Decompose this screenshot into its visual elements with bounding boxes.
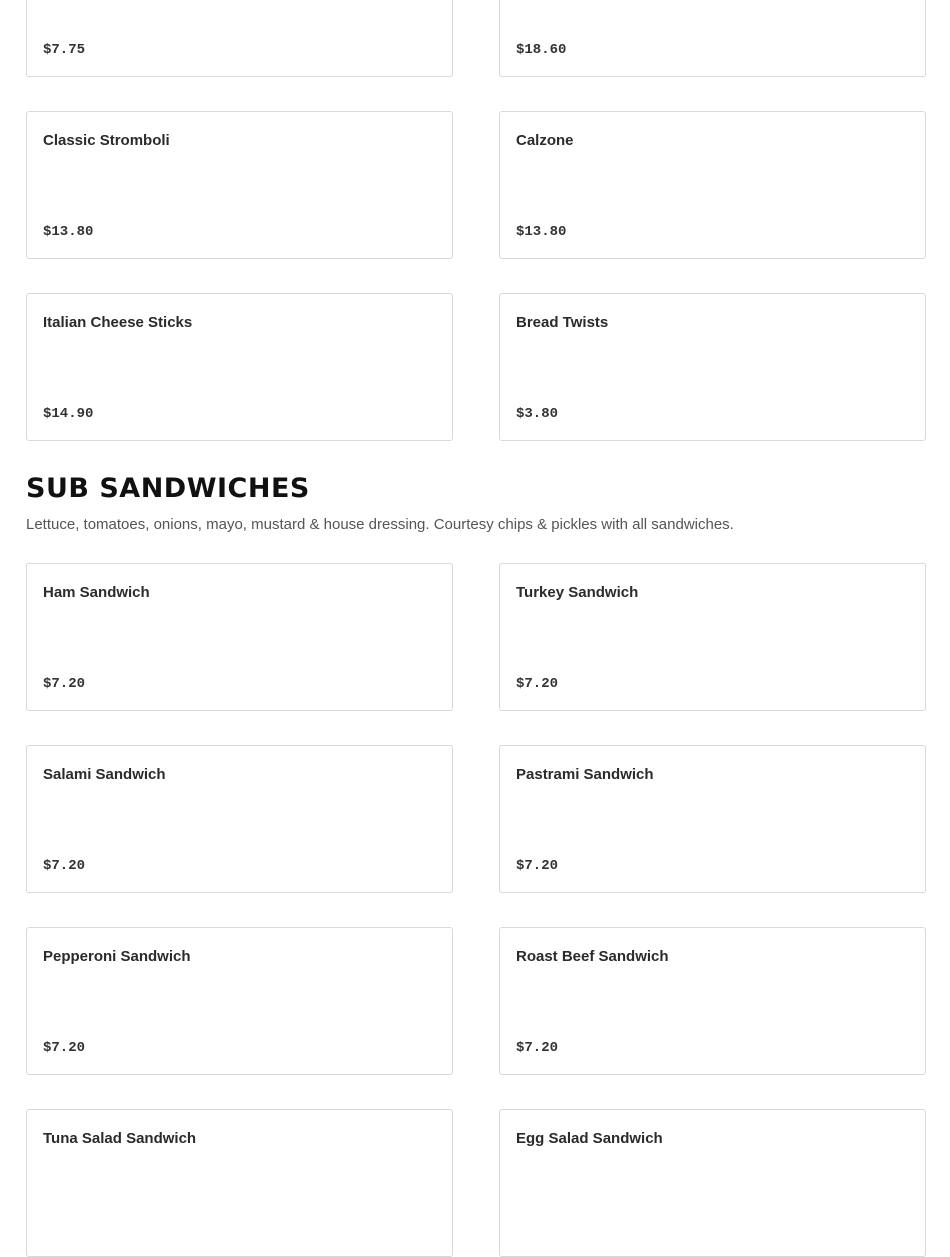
- menu-item-card[interactable]: [26, 1109, 453, 1257]
- menu-item-name: Roast Beef Sandwich: [516, 948, 669, 965]
- menu-item-card[interactable]: [26, 111, 453, 259]
- menu-item-card[interactable]: [26, 0, 453, 77]
- menu-item-name: Calzone: [516, 132, 574, 149]
- menu-item-price: $13.80: [516, 224, 567, 240]
- menu-item-price: $7.20: [43, 676, 86, 692]
- menu-item-name: Pastrami Sandwich: [516, 766, 654, 783]
- menu-item-card[interactable]: [499, 927, 926, 1075]
- menu-item-price: $7.20: [43, 1040, 86, 1056]
- menu-item-card[interactable]: [26, 927, 453, 1075]
- menu-item-price: $18.60: [516, 42, 567, 58]
- menu-item-name: Bread Twists: [516, 314, 609, 331]
- menu-item-card[interactable]: [26, 293, 453, 441]
- menu-item-price: $7.20: [43, 858, 86, 874]
- menu-item-name: Salami Sandwich: [43, 766, 166, 783]
- menu-item-price: $7.20: [516, 1040, 559, 1056]
- menu-item-price: $7.75: [43, 42, 86, 58]
- menu-item-card[interactable]: [26, 745, 453, 893]
- menu-item-name: Turkey Sandwich: [516, 584, 639, 601]
- menu-item-price: $7.20: [516, 676, 559, 692]
- menu-item-name: Italian Cheese Sticks: [43, 314, 193, 331]
- menu-item-card[interactable]: [26, 563, 453, 711]
- menu-item-card[interactable]: [499, 293, 926, 441]
- menu-item-name: Classic Stromboli: [43, 132, 170, 149]
- section-description: Lettuce, tomatoes, onions, mayo, mustard & house dressing. Courtesy chips & pickles with all sandwiches.: [26, 516, 734, 533]
- section-title: SUB SANDWICHES: [26, 473, 310, 504]
- menu-item-name: Ham Sandwich: [43, 584, 150, 601]
- menu-item-price: $7.20: [516, 858, 559, 874]
- menu-item-card[interactable]: [499, 1109, 926, 1257]
- menu-item-card[interactable]: [499, 563, 926, 711]
- menu-item-name: Tuna Salad Sandwich: [43, 1130, 197, 1147]
- menu-item-card[interactable]: [499, 0, 926, 77]
- menu-item-name: Pepperoni Sandwich: [43, 948, 191, 965]
- menu-item-card[interactable]: [499, 745, 926, 893]
- menu-item-price: $14.90: [43, 406, 94, 422]
- menu-item-card[interactable]: [499, 111, 926, 259]
- menu-item-price: $3.80: [516, 406, 559, 422]
- menu-item-price: $13.80: [43, 224, 94, 240]
- menu-item-name: Egg Salad Sandwich: [516, 1130, 663, 1147]
